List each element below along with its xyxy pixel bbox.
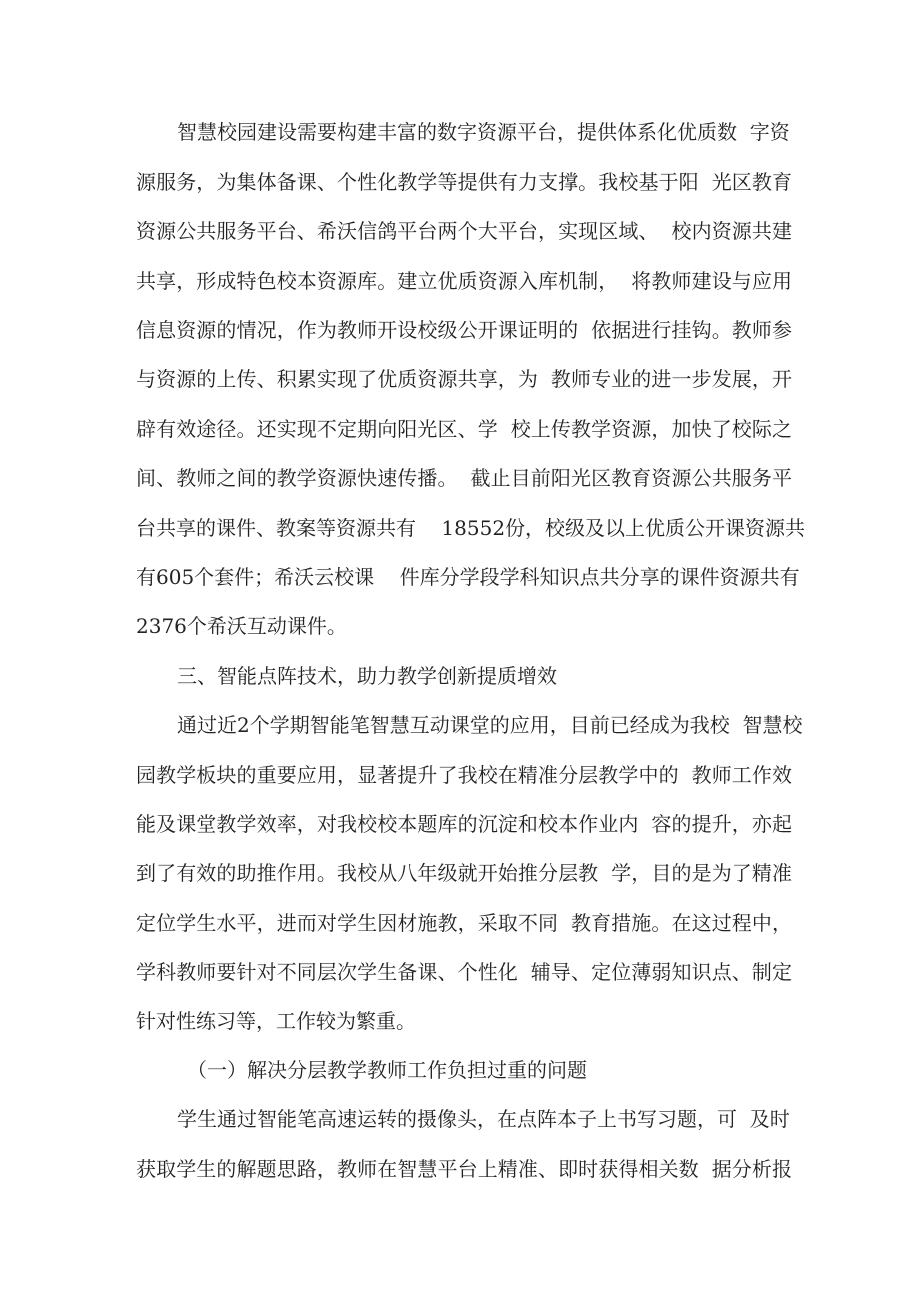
paragraph-2-line-2: 园教学板块的重要应用，显著提升了我校在精准分层教学中的 教师工作效 — [136, 763, 792, 787]
paragraph-1-line-2: 源服务，为集体备课、个性化教学等提供有力支撑。我校基于阳 光区教育 — [136, 170, 792, 194]
paragraph-2-line-7: 针对性练习等，工作较为繁重。 — [136, 1009, 416, 1033]
paragraph-1-line-7: 辟有效途径。还实现不定期向阳光区、学 校上传教学资源，加快了校际之 — [136, 417, 792, 441]
paragraph-2-line-6: 学科教师要针对不同层次学生备课、个性化 辅导、定位薄弱知识点、制定 — [136, 960, 792, 984]
paragraph-1-line-6: 与资源的上传、积累实现了优质资源共享，为 教师专业的进一步发展，开 — [136, 367, 792, 391]
paragraph-1-line-1: 智慧校园建设需要构建丰富的数字资源平台，提供体系化优质数 字资 — [177, 120, 790, 144]
paragraph-1-line-9: 台共享的课件、教案等资源共有 18552份，校级及以上优质公开课资源共 — [136, 516, 806, 540]
paragraph-1-line-3: 资源公共服务平台、希沃信鸽平台两个大平台，实现区域、 校内资源共建 — [136, 219, 792, 243]
paragraph-1-line-10: 有605个套件；希沃云校课 件库分学段学科知识点共分享的课件资源共有 — [136, 565, 800, 589]
paragraph-2-line-3: 能及课堂教学效率，对我校校本题库的沉淀和校本作业内 容的提升，亦起 — [136, 812, 792, 836]
paragraph-1-line-4: 共享，形成特色校本资源库。建立优质资源入库机制， 将教师建设与应用 — [136, 269, 792, 293]
paragraph-1-line-11: 2376个希沃互动课件。 — [136, 614, 347, 638]
paragraph-2-line-4: 到了有效的助推作用。我校从八年级就开始推分层教 学，目的是为了精准 — [136, 861, 792, 885]
paragraph-3-line-1: 学生通过智能笔高速运转的摄像头，在点阵本子上书写习题，可 及时 — [177, 1107, 790, 1131]
paragraph-2-line-5: 定位学生水平，进而对学生因材施教，采取不同 教育措施。在这过程中， — [136, 911, 792, 935]
paragraph-1-line-5: 信息资源的情况，作为教师开设校级公开课证明的 依据进行挂钩。教师参 — [136, 318, 792, 342]
section-heading-3: 三、智能点阵技术，助力教学创新提质增效 — [177, 664, 557, 688]
subsection-heading-1: （一）解决分层教学教师工作负担过重的问题 — [187, 1058, 587, 1082]
paragraph-2-line-1: 通过近2个学期智能笔智慧互动课堂的应用，目前已经成为我校 智慧校 — [177, 713, 803, 737]
paragraph-1-line-8: 间、教师之间的教学资源快速传播。 截止目前阳光区教育资源公共服务平 — [136, 466, 792, 490]
paragraph-3-line-2: 获取学生的解题思路，教师在智慧平台上精准、即时获得相关数 据分析报 — [136, 1157, 792, 1181]
